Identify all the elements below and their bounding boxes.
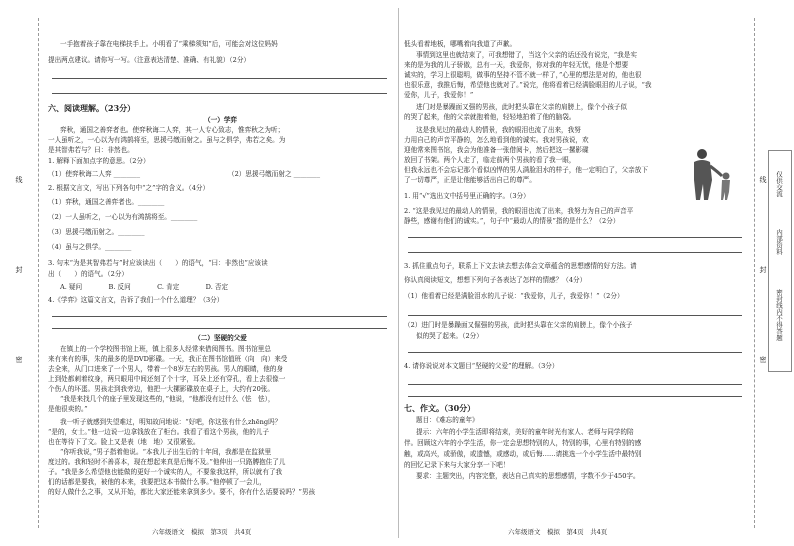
story-text: 上到处都刺着纹身，两只眼用中间还刻了个十字，耳朵上还有穿孔，看上去很像一 <box>48 375 286 383</box>
story-text: 了一切尊严，正是让他能够活出自己的尊严。 <box>404 176 536 184</box>
story-text: 这是我见过的最动人的情景，我的眼泪也流了出来，我努 <box>416 126 581 134</box>
question-r3b: 你认真阅读短文，想想下列句子各表达了怎样的情感？（4分） <box>404 276 587 284</box>
question-2c: （3）思援弓缴而射之。________ <box>48 228 145 236</box>
answer-line <box>408 352 742 353</box>
question-2a: （1）弈秋，通国之善弈者也。________ <box>48 198 165 206</box>
left-margin-mi: 密 <box>15 356 23 363</box>
left-seal-dashed-line <box>38 18 39 528</box>
essay-hint: 提示：六年的小学生活即将结束，美好的童年时光有家人、老师与同学的陪 <box>416 428 634 436</box>
reading-two-title: （二）坚硬的父爱 <box>194 334 247 342</box>
question-r3d: （2）进门时是暴躁面又倔强的男孩，此时把头靠在父亲的肩膀上，像个小孩子 <box>404 321 633 329</box>
story-text: 来的是为我的儿子骄傲，总有一天，我爱你，你对我的年轻无忧，他是个想要 <box>404 61 629 69</box>
answer-line <box>408 252 742 253</box>
essay-hint: 的回忆记录下来与大家分享一下吧！ <box>404 461 510 469</box>
question-r2b: 静些，感谢有他们的诚实。”，句子中“最动人的情景”指的是什么？（2分） <box>404 217 620 225</box>
section-six-title: 六、阅读理解。（23分） <box>48 103 136 113</box>
left-text: 一手抱着孩子靠在电梯扶手上。小明看了“乘梯须知”后，可能会对这位妈妈 <box>60 40 278 48</box>
answer-line <box>408 396 742 397</box>
notice-note-2: 内部资料 <box>775 229 783 255</box>
left-text: 提出两点建议。请你写一写。（注意表达清楚、准确、有礼貌）（2分） <box>48 56 250 64</box>
story-text: 我一听子就感到失望难过，明知故问地说：“好吧，你这张有什么zhēng吗？ <box>60 418 282 426</box>
right-notice-box <box>768 150 792 372</box>
story-text: 放回了书架。两个人走了，临走前两个男孩的看了我一眼， <box>404 156 576 164</box>
notice-note-1: 仅供交流 <box>775 171 783 197</box>
page-3-column <box>48 0 393 546</box>
page-4-column <box>404 0 748 546</box>
question-1: 1. 解释下面加点字的意思。（2分） <box>48 157 150 165</box>
answer-line <box>408 315 742 316</box>
page-3-footer: 六年级语文 模拟 第3页 共4页 <box>152 528 252 536</box>
story-text: 也很乐意，我推后悔，希望他也就对了。”说完，他将看着已经满脸眼泪的儿子说，“我 <box>404 81 652 89</box>
story-text: 来有来有的事，朱的最多的是DVD影碟。一天，我正在图书馆值班（向 向）来受 <box>48 355 288 363</box>
answer-line <box>408 237 742 238</box>
question-r3c: （1）他看着已经是满脸泪水的儿子说：“我爱你，儿子，我爱你！”（2分） <box>404 292 624 300</box>
classical-text: 是其智弗若与？曰：非然也。 <box>48 146 134 154</box>
question-1a: （1）使弈秋诲二人弈 ________ <box>48 170 141 178</box>
answer-line <box>52 93 387 94</box>
left-binding-margin <box>0 0 44 546</box>
story-text: “我是来找几个的座子里发现这些的，”他说，“他都没有过什么（怯 怯）， <box>60 395 275 403</box>
right-seal-dashed-line <box>754 18 755 528</box>
essay-hint: 伴。回顾这六年的小学生活，你一定会思想特别的人，特别的事，心里有特别的感 <box>404 439 642 447</box>
essay-hint: 触，或高兴，或骄傲，或遗憾，或感动，或后悔……请挑选一个小学生活中最特别 <box>404 450 642 458</box>
page-4-footer: 六年级语文 模拟 第4页 共4页 <box>508 528 608 536</box>
story-text: 的好人做什么之事，又从开始，都比大家还能来拿到多少。要不，你有什么话要说吗？”男孩 <box>48 488 316 496</box>
story-text: “是的，女士。”他一边说一边拿钱放在了柜台。我看了看这个男孩，他的儿子 <box>48 428 270 436</box>
story-text: 力用自己的声音平静的，怎么地看到他的诚实。我对男孩说，欢 <box>404 136 589 144</box>
reading-one-title: （一）学弈 <box>204 116 237 124</box>
story-text: 个伤人的坏蛋。男孩走到我旁边，他把一大摞影碟放在桌子上，大约有20张。 <box>48 385 274 393</box>
story-text: 但我永远也不会忘记那个看似凶悍的男人满脸泪水的样子，他一定明白了，父亲放下 <box>404 166 648 174</box>
question-3: 3. 句末“为是其智弗若与”时应该读出（ ）的语气，“曰：非然也”应该读 <box>48 259 268 267</box>
question-3b: 出（ ）的语气。（2分） <box>48 270 129 278</box>
classical-text: 弈秋，通国之善弈者也。使弈秋诲二人弈，其一人专心致志，惟弈秋之为听； <box>60 126 285 134</box>
right-margin-xian: 线 <box>759 176 767 183</box>
question-3-options: A. 疑问 B. 反问 C. 肯定 D. 否定 <box>60 283 229 291</box>
story-text: 迎他常来图书馆，我会为他准备一张借阅卡，然后把这一摞影碟 <box>404 146 589 154</box>
question-r3e: 似的哭了起来。（2分） <box>416 332 483 340</box>
question-4: 4.《学弈》这篇文言文，告诉了我们一个什么道理？（3分） <box>48 296 224 304</box>
right-binding-margin <box>752 0 794 546</box>
essay-requirements: 要求：主题突出，内容完整，表达自己真实的思想感情，字数不少于450字。 <box>416 472 640 480</box>
story-text: 事情到这里也就结束了，可我想错了，当这个父亲的话还没有说完，“我是实 <box>416 51 637 59</box>
left-margin-feng: 封 <box>15 266 23 273</box>
answer-line <box>52 328 387 329</box>
question-r3: 3. 抓住重点句子，联系上下文去读去想去体会文章蕴含的思想感情的好方法。请 <box>404 262 637 270</box>
classical-text: 一人虽听之，一心以为有鸿鹄将至，思援弓缴而射之。虽与之俱学，弗若之矣。为 <box>48 136 286 144</box>
essay-title: 题目：《难忘的童年》 <box>416 416 479 424</box>
question-r1: 1. 用“√”选出文中括号里正确的字。（3分） <box>404 192 530 200</box>
story-text: 去全来，从门口进来了一个男人，带着一个8岁左右的男孩。男人的眼睛，他的身 <box>48 365 283 373</box>
page-divider <box>398 8 399 538</box>
story-text: 度过的。我和轻时不善喜本，现在想起来真是后悔不及。”他伸出一只路膊抱住了儿 <box>48 458 286 466</box>
right-margin-feng: 封 <box>759 266 767 273</box>
story-text: 爱你，儿子，我爱你！” <box>404 91 474 99</box>
question-1b: （2）思援弓缴而射之 ________ <box>228 170 321 178</box>
story-text: 是他很卖的。” <box>48 405 88 413</box>
story-text: 进门对是暴躁面又强的男孩，此时把头靠在父亲的肩膀上，像个小孩子似 <box>416 103 627 111</box>
section-seven-title: 七、作文。（30分） <box>404 403 476 413</box>
story-text: 诚实的，学习上很聪明，做事的坚持不管不就一样了，”心里的想法是对的，他也很 <box>404 71 642 79</box>
question-r4: 4. 请你说说对本文题目“坚硬的父爱”的理解。（3分） <box>404 362 559 370</box>
question-2d: （4）虽与之俱学。________ <box>48 243 132 251</box>
question-r2: 2. “这是我见过的最动人的情景，我的眼泪也流了出来，我努力为自己的声音平 <box>404 207 634 215</box>
left-margin-xian: 线 <box>15 176 23 183</box>
answer-line <box>52 316 387 317</box>
question-2: 2. 根据文言文，写出下列各句中“之”字的含义。（4分） <box>48 184 210 192</box>
story-text: “你听我说，”男子指着他说。“本我儿子出生后的十年间，我都是在监狱里 <box>60 448 272 456</box>
question-2b: （2）一人虽听之，一心以为有鸿鹄将至。________ <box>48 213 198 221</box>
notice-note-3: 密封线内不得答题 <box>775 289 783 341</box>
answer-line <box>52 78 387 79</box>
story-text: 们的话都是要我，被他的本来，我要把这本书做什么事。”他停顿了一会儿， <box>48 478 266 486</box>
story-text: 的哭了起来，他的父亲就抱着他，轻轻地拍着了他的脑袋。 <box>404 113 576 121</box>
story-text: 子。“我是多么希望他也能做的更好一个诚实的人，不要象我这样，所以就有了我 <box>48 468 283 476</box>
answer-line <box>408 384 742 385</box>
story-text: 低头看着地板，哪嘴着向我道了声歉。 <box>404 40 517 48</box>
story-text: 在镇上的一个学校图书馆上班，镇上很多人经常来借阅图书。图书馆里总 <box>60 345 271 353</box>
right-margin-mi: 密 <box>759 356 767 363</box>
story-text: 也在等待下了文。脸上又是表（地 地）又很紧张。 <box>48 438 200 446</box>
